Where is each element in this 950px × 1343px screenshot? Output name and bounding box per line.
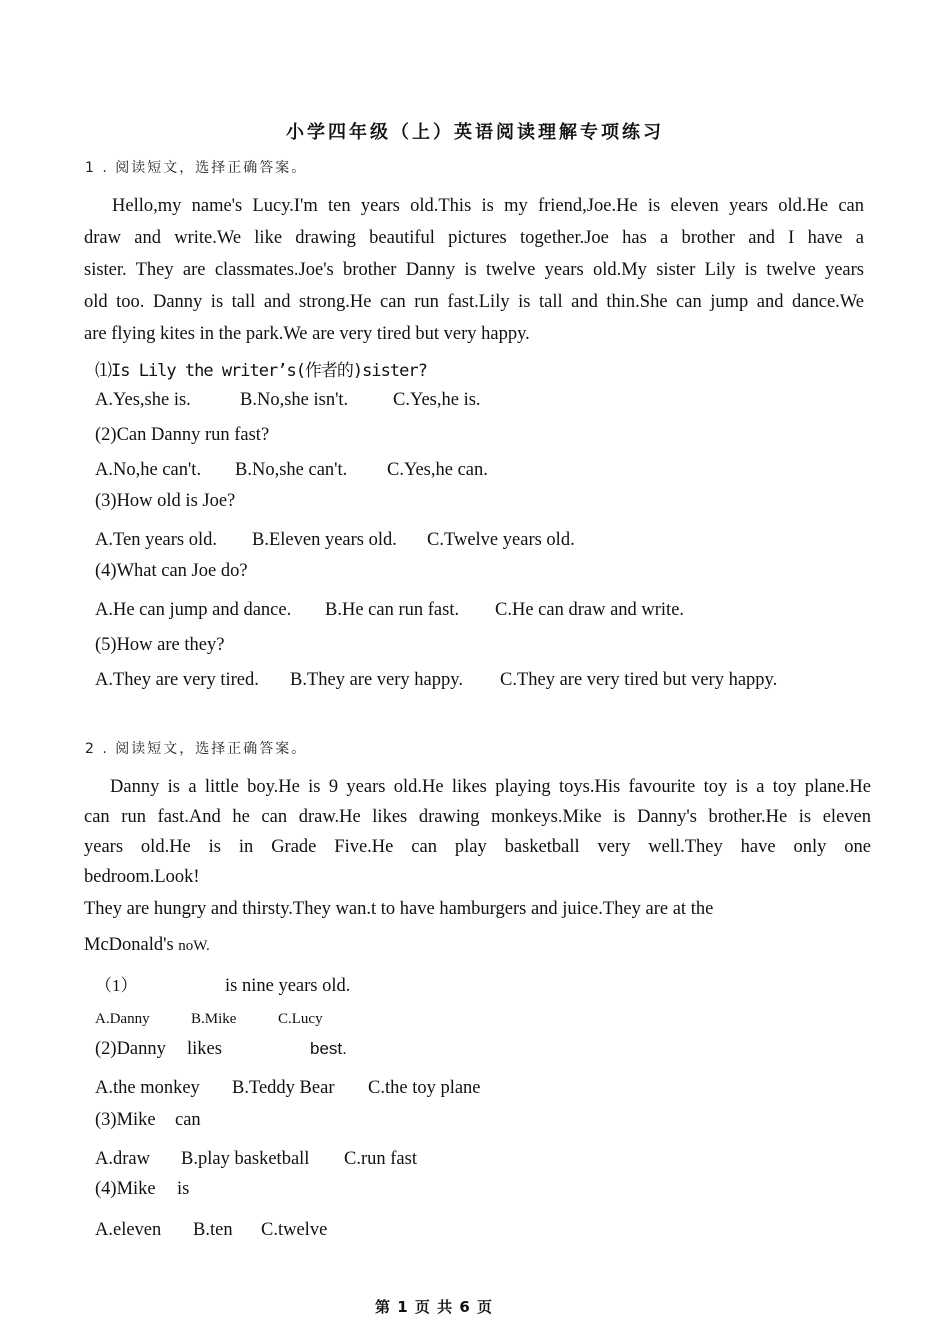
question-text: is	[177, 1179, 190, 1199]
option-c[interactable]: C.They are very tired but very happy.	[500, 670, 778, 690]
passage-text: noW.	[178, 938, 210, 954]
option-c[interactable]: C.twelve	[261, 1220, 328, 1240]
passage-line: draw and write.We like drawing beautiful pictures together.Joe has a brother and I have a	[84, 228, 864, 248]
question-2-heading: 2 . 阅读短文，选择正确答案。	[85, 741, 308, 757]
question-1-passage	[84, 190, 864, 350]
option-c[interactable]: C.run fast	[344, 1149, 417, 1169]
q1-options-2	[95, 460, 488, 481]
option-a[interactable]: A.No,he can't.	[95, 460, 202, 480]
option-b[interactable]: B.They are very happy.	[290, 670, 463, 690]
question-text: (2)Danny	[95, 1039, 166, 1059]
option-b[interactable]: B.Mike	[191, 1011, 237, 1027]
q2-question-2	[95, 1039, 347, 1060]
option-a[interactable]: A.Danny	[95, 1011, 150, 1027]
option-a[interactable]: A.Ten years old.	[95, 530, 218, 550]
q2-question-1	[95, 971, 350, 997]
option-b[interactable]: B.Eleven years old.	[252, 530, 397, 550]
passage-line: They are hungry and thirsty.They wan.t to have hamburgers and juice.They are at the	[84, 899, 714, 919]
passage-text: McDonald's	[84, 935, 174, 955]
passage-line: old too. Danny is tall and strong.He can run fast.Lily is tall and thin.She can jump and dance.We	[84, 292, 864, 312]
question-text: (3)Mike	[95, 1110, 156, 1130]
question-text: can	[175, 1110, 201, 1130]
option-b[interactable]: B.Teddy Bear	[232, 1078, 335, 1098]
q1-options-5	[95, 670, 777, 691]
option-c[interactable]: C.Lucy	[278, 1011, 323, 1027]
option-b[interactable]: B.He can run fast.	[325, 600, 460, 620]
option-a[interactable]: A.eleven	[95, 1220, 162, 1240]
question-text: (4)Mike	[95, 1179, 156, 1199]
option-c[interactable]: C.He can draw and write.	[495, 600, 685, 620]
option-c[interactable]: C.the toy plane	[368, 1078, 481, 1098]
q1-question-5: (5)How are they?	[95, 635, 225, 655]
passage-line: sister. They are classmates.Joe's brother Danny is twelve years old.My sister Lily is twelve years	[84, 260, 864, 280]
question-text: likes	[187, 1039, 222, 1059]
question-1-heading: 1 . 阅读短文，选择正确答案。	[85, 160, 308, 176]
q1-question-3: (3)How old is Joe?	[95, 491, 236, 511]
q1-options-3	[95, 530, 575, 551]
option-a[interactable]: A.They are very tired.	[95, 670, 259, 690]
option-c[interactable]: C.Yes,he can.	[387, 460, 488, 480]
page-footer: 第 1 页 共 6 页	[375, 1298, 493, 1316]
passage-line: are flying kites in the park.We are very tired but very happy.	[84, 324, 530, 344]
option-a[interactable]: A.Yes,she is.	[95, 390, 191, 410]
q2-question-4	[95, 1179, 189, 1200]
passage-line: Hello,my name's Lucy.I'm ten years old.This is my friend,Joe.He is eleven years old.He can	[112, 196, 864, 216]
q2-options-2	[95, 1078, 481, 1099]
passage-line	[84, 935, 210, 956]
q2-options-3	[95, 1149, 417, 1170]
option-a[interactable]: A.the monkey	[95, 1078, 200, 1098]
q1-question-4: (4)What can Joe do?	[95, 561, 248, 581]
passage-line: years old.He is in Grade Five.He can play basketball very well.They have only one	[84, 837, 871, 857]
q1-options-1	[95, 390, 481, 411]
option-b[interactable]: B.ten	[193, 1220, 233, 1240]
question-2-passage	[84, 772, 871, 892]
option-c[interactable]: C.Twelve years old.	[427, 530, 575, 550]
passage-line: can run fast.And he can draw.He likes drawing monkeys.Mike is Danny's brother.He is eleven	[84, 807, 871, 827]
option-c[interactable]: C.Yes,he is.	[393, 390, 481, 410]
q1-question-2: (2)Can Danny run fast?	[95, 425, 270, 445]
passage-line: bedroom.Look!	[84, 867, 200, 887]
option-b[interactable]: B.play basketball	[181, 1149, 310, 1169]
page-title: 小学四年级（上）英语阅读理解专项练习	[286, 122, 664, 143]
question-text: is nine years old.	[225, 976, 351, 996]
question-number: （1）	[95, 976, 138, 995]
option-b[interactable]: B.No,she isn't.	[240, 390, 349, 410]
passage-line: Danny is a little boy.He is 9 years old.He likes playing toys.His favourite toy is a toy plane.He	[110, 777, 871, 797]
option-a[interactable]: A.draw	[95, 1149, 150, 1169]
q2-options-4	[95, 1220, 327, 1241]
option-b[interactable]: B.No,she can't.	[235, 460, 348, 480]
q1-question-1: ⑴Is Lily the writer’s(作者的)sister?	[95, 361, 427, 381]
q2-options-1	[95, 1011, 323, 1028]
q2-question-3	[95, 1110, 201, 1131]
q1-options-4	[95, 600, 684, 621]
question-text: best.	[310, 1039, 347, 1058]
option-a[interactable]: A.He can jump and dance.	[95, 600, 292, 620]
